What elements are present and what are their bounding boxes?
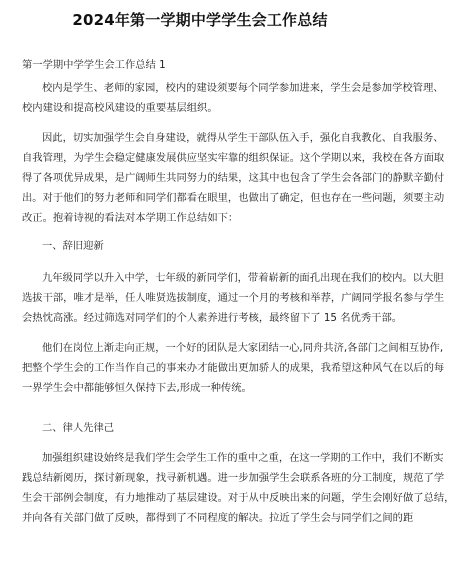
paragraph-line: 改正。抱着诗视的看法对本学期工作总结如下： [22, 212, 239, 224]
paragraph-line: 一界学生会中都能够恒久保持下去,形成一种传统。 [22, 382, 252, 394]
paragraph-line: 会热忱高涨。经过筛选对同学们的个人素养进行考核，最终留下了 15 名优秀干部。 [22, 312, 403, 324]
paragraph-line: 选拔干部，唯才是举，任人唯贤选拔制度，通过一个月的考核和举荐，广阔同学报名参与学生 [22, 292, 445, 304]
paragraph-line: 他们在岗位上渐走向正规，一个好的团队是大家团结一心,同舟共济,各部门之间相互协作, [42, 342, 444, 354]
paragraph-line: 得了各项优异成果，是广阔师生共同努力的结果，这其中也包含了学生会各部门的静默辛勤付 [22, 172, 445, 184]
paragraph-line: 九年级同学以升入中学，七年级的新同学们，带着崭新的面孔出现在我们的校内。以大胆 [42, 272, 444, 284]
paragraph-line: 生会干部例会制度，有力地推动了基层建设。对于从中反映出来的问题，学生会刚好做了总结， [22, 492, 454, 504]
paragraph [22, 268, 445, 328]
paragraph-line: 校内是学生、老师的家园，校内的建设须要每个同学参加进来，学生会是参加学校管理、 [42, 82, 444, 94]
paragraph-line: 把整个学生会的工作当作自己的事来办才能做出更加骄人的成果，我希望这种风气在以后的每 [22, 362, 445, 374]
document-title: 2024年第一学期中学学生会工作总结 [72, 11, 328, 29]
paragraph-line: 出。对于他们的努力老师和同学们都看在眼里，也做出了确定，但也存在一些问题，须要主动 [22, 192, 445, 204]
paragraph [22, 78, 444, 118]
document-subtitle: 第一学期中学学生会工作总结 1 [22, 59, 166, 71]
paragraph [22, 448, 454, 528]
paragraph-line: 校内建设和提高校风建设的重要基层组织。 [22, 102, 218, 114]
paragraph-line: 因此，切实加强学生会自身建设，就得从学生干部队伍入手，强化自我教化、自我服务、 [42, 132, 444, 144]
paragraph-line: 加强组织建设始终是我们学生会学生工作的重中之重，在这一学期的工作中，我们不断实 [42, 452, 444, 464]
paragraph-line: 践总结新阅历，探讨新现象，找寻新机遇。进一步加强学生会联系各班的分工制度，规范了学 [22, 472, 445, 484]
paragraph-line: 并向各有关部门做了反映，都得到了不同程度的解决。拉近了学生会与同学们之间的距 [22, 512, 414, 524]
section-heading: 一、辞旧迎新 [42, 240, 104, 252]
paragraph-line: 自我管理，为学生会稳定健康发展供应坚实牢靠的组织保证。这个学期以来，我校在各方面取 [22, 152, 445, 164]
section-heading: 二、律人先律己 [42, 422, 115, 434]
paragraph [22, 128, 445, 228]
paragraph [22, 338, 445, 398]
